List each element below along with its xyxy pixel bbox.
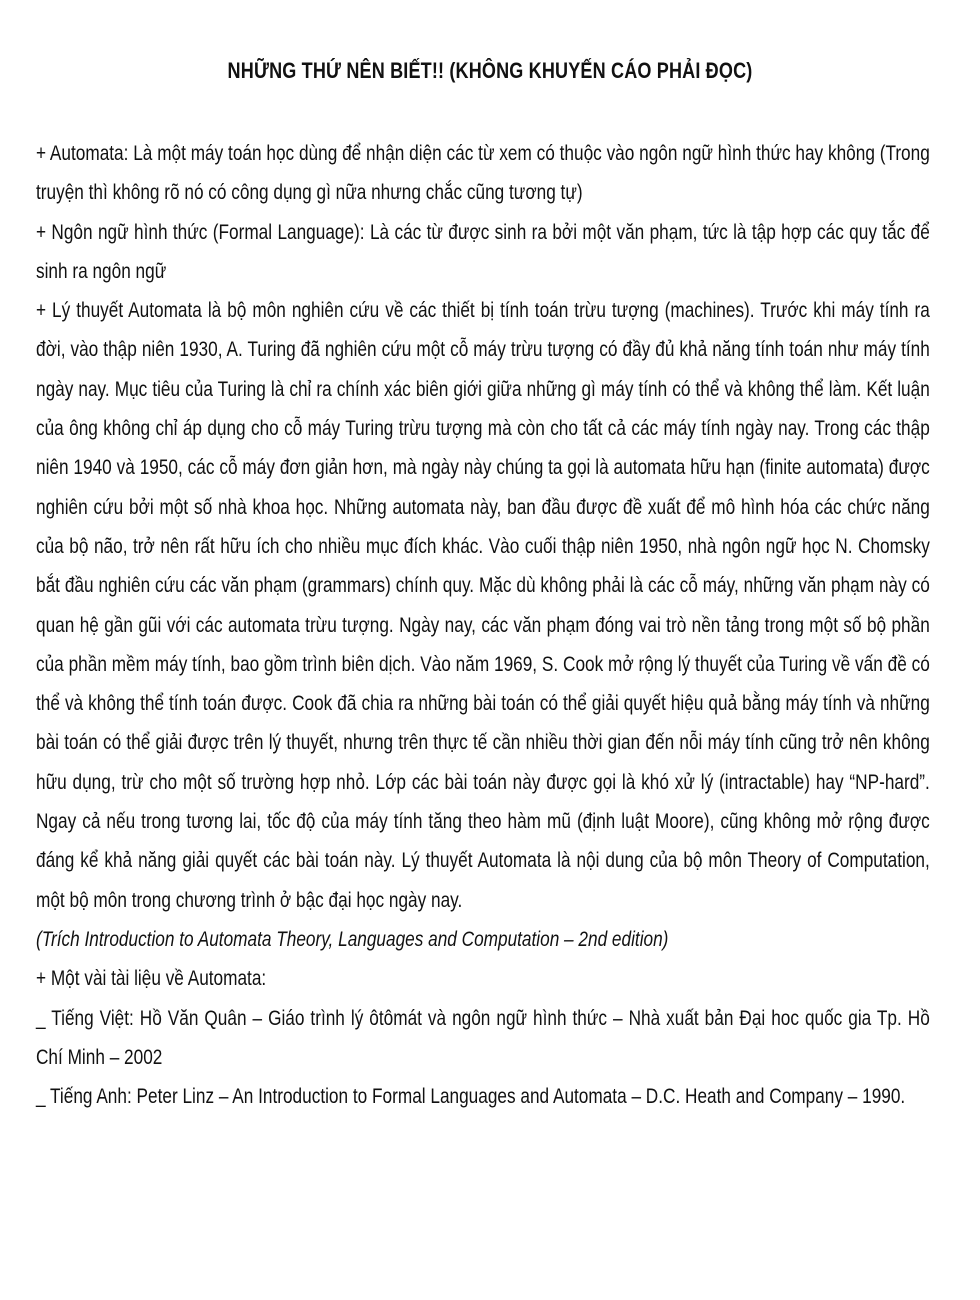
reference-english: _ Tiếng Anh: Peter Linz – An Introduction to Formal Languages and Automata – D.C. Heath and Company – 1990.: [36, 1085, 906, 1109]
paragraph-automata-definition: + Automata: Là một máy toán học dùng để nhận diện các từ xem có thuộc vào ngôn ngữ hình thức hay không (Trong truyện thì không rõ nó có công dụng gì nữa nhưng chắc cũng tương tự): [36, 142, 930, 205]
page-title: NHỮNG THỨ NÊN BIẾT!! (KHÔNG KHUYẾN CÁO PHẢI ĐỌC): [227, 58, 753, 83]
paragraph-automata-theory: + Lý thuyết Automata là bộ môn nghiên cứu về các thiết bị tính toán trừu tượng (machines). Trước khi máy tính ra đời, vào thập niên 1930, A. Turing đã nghiên cứu một cỗ máy trừu tượng có đầy đủ khả năng tính toán như máy tính ngày nay. Mục tiêu của Turing là chỉ ra chính xác biên giới giữa những gì máy tính có thể và không thể làm. Kết luận của ông không chỉ áp dụng cho cỗ máy Turing trừu tượng mà còn cho tất cả các máy tính ngày nay. Trong các thập niên 1940 và 1950, các cỗ máy đơn giản hơn, mà ngày này chúng ta gọi là automata hữu hạn (finite automata) được nghiên cứu bởi một số nhà khoa học. Những automata này, ban đầu được đề xuất để mô hình hóa các chức năng của bộ não, trở nên rất hữu ích cho nhiều mục đích khác. Vào cuối thập niên 1950, nhà ngôn ngữ học N. Chomsky bắt đầu nghiên cứu các văn phạm (grammars) chính quy. Mặc dù không phải là các cỗ máy, những văn phạm này có quan hệ gần gũi với các automata trừu tượng. Ngày nay, các văn phạm đóng vai trò nền tảng trong một số bộ phần của phần mềm máy tính, bao gồm trình biên dịch. Vào năm 1969, S. Cook mở rộng lý thuyết của Turing về vấn đề có thể và không thể tính toán được. Cook đã chia ra những bài toán có thể giải quyết hiệu quả bằng máy tính và những bài toán có thể giải được trên lý thuyết, nhưng trên thực tế cần nhiều thời gian đến nỗi máy tính cũng trở nên không hữu dụng, trừ cho một số trường hợp nhỏ. Lớp các bài toán này được gọi là khó xử lý (intractable) hay “NP-hard”. Ngay cả nếu trong tương lai, tốc độ của máy tính tăng theo hàm mũ (định luật Moore), cũng không mở rộng được đáng kể khả năng giải quyết các bài toán này. Lý thuyết Automata là nội dung của bộ môn Theory of Computation, một bộ môn trong chương trình ở bậc đại học ngày nay.: [36, 299, 930, 912]
reference-vietnamese: _ Tiếng Việt: Hồ Văn Quân – Giáo trình lý ôtômát và ngôn ngữ hình thức – Nhà xuất bản Đại hoc quốc gia Tp. Hồ Chí Minh – 2002: [36, 1006, 930, 1069]
citation: (Trích Introduction to Automata Theory, Languages and Computation – 2nd edition): [36, 927, 669, 951]
references-heading: + Một vài tài liệu về Automata:: [36, 967, 267, 991]
document-body: [36, 134, 930, 1116]
paragraph-formal-language: + Ngôn ngữ hình thức (Formal Language): Là các từ được sinh ra bởi một văn phạm, tức là tập hợp các quy tắc để sinh ra ngôn ngữ: [36, 220, 930, 283]
